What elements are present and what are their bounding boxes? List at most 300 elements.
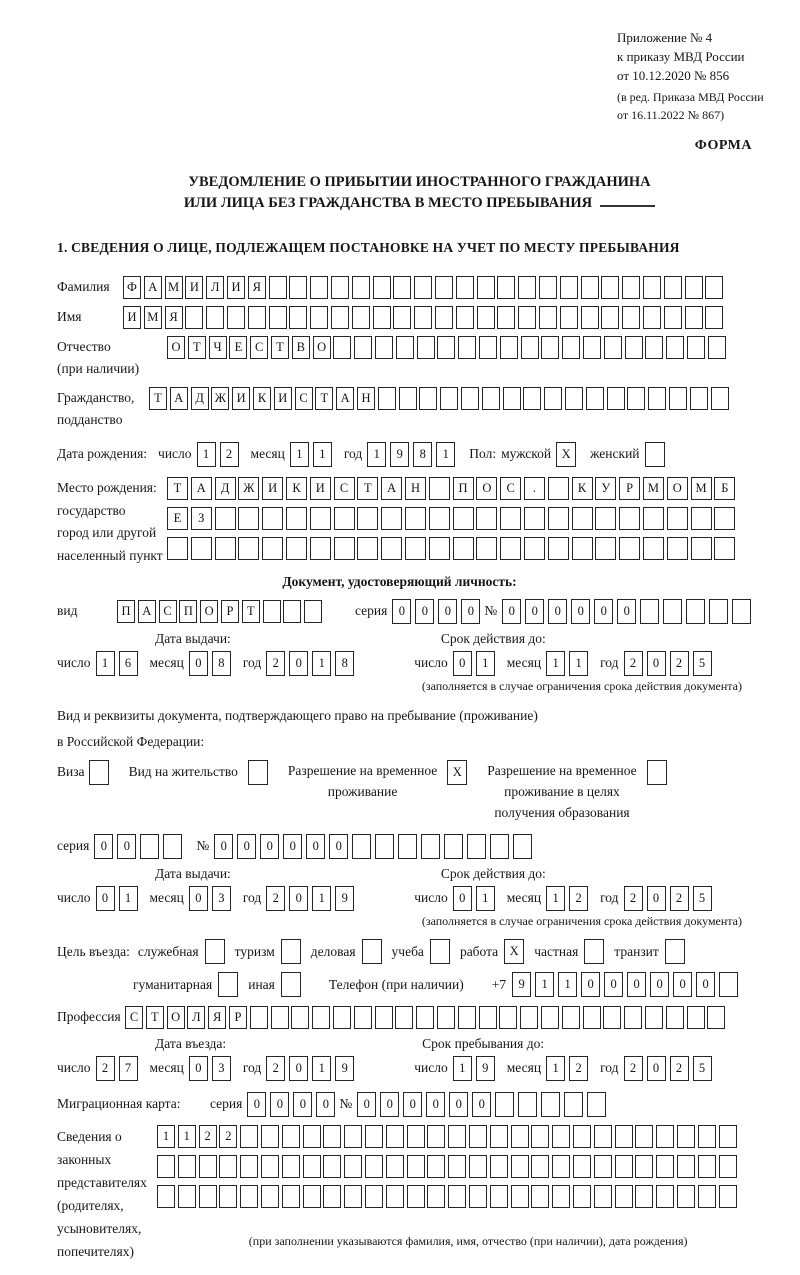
char-cell[interactable] — [499, 1006, 517, 1029]
char-cell[interactable] — [552, 1155, 570, 1178]
char-cell[interactable] — [248, 306, 266, 329]
patronymic-cells[interactable] — [167, 336, 729, 359]
char-cell[interactable] — [429, 477, 450, 500]
char-cell[interactable]: 0 — [289, 886, 308, 911]
char-cell[interactable]: 1 — [436, 442, 455, 467]
char-cell[interactable] — [283, 600, 301, 623]
char-cell[interactable] — [240, 1125, 258, 1148]
char-cell[interactable]: 0 — [472, 1092, 491, 1117]
char-cell[interactable]: 0 — [650, 972, 669, 997]
female-checkbox[interactable] — [645, 442, 665, 467]
char-cell[interactable]: 0 — [647, 1056, 666, 1081]
char-cell[interactable] — [643, 507, 664, 530]
char-cell[interactable] — [624, 1006, 642, 1029]
char-cell[interactable] — [595, 537, 616, 560]
char-cell[interactable] — [393, 306, 411, 329]
char-cell[interactable] — [331, 306, 349, 329]
char-cell[interactable] — [719, 1155, 737, 1178]
char-cell[interactable]: П — [179, 600, 197, 623]
char-cell[interactable]: И — [310, 477, 331, 500]
char-cell[interactable]: X — [504, 939, 524, 964]
char-cell[interactable]: 0 — [627, 972, 646, 997]
char-cell[interactable] — [344, 1125, 362, 1148]
char-cell[interactable] — [581, 306, 599, 329]
char-cell[interactable] — [448, 1185, 466, 1208]
char-cell[interactable] — [719, 1125, 737, 1148]
char-cell[interactable]: 3 — [212, 886, 231, 911]
male-checkbox[interactable] — [556, 442, 576, 467]
char-cell[interactable]: Я — [208, 1006, 226, 1029]
valid-day-cells[interactable] — [453, 651, 499, 676]
char-cell[interactable]: 0 — [392, 599, 411, 624]
char-cell[interactable]: А — [191, 477, 212, 500]
other-purpose-checkbox[interactable] — [281, 972, 301, 997]
char-cell[interactable]: 0 — [117, 834, 136, 859]
char-cell[interactable] — [635, 1155, 653, 1178]
residence-permit-checkbox[interactable] — [248, 760, 268, 785]
char-cell[interactable]: 2 — [96, 1056, 115, 1081]
char-cell[interactable]: 0 — [647, 651, 666, 676]
char-cell[interactable] — [310, 276, 328, 299]
char-cell[interactable] — [286, 537, 307, 560]
char-cell[interactable] — [291, 1006, 309, 1029]
char-cell[interactable]: 9 — [476, 1056, 495, 1081]
char-cell[interactable]: 0 — [306, 834, 325, 859]
char-cell[interactable]: И — [123, 306, 141, 329]
char-cell[interactable]: П — [117, 600, 135, 623]
char-cell[interactable] — [303, 1155, 321, 1178]
char-cell[interactable] — [663, 599, 682, 624]
char-cell[interactable] — [531, 1185, 549, 1208]
char-cell[interactable] — [282, 1125, 300, 1148]
char-cell[interactable] — [698, 1125, 716, 1148]
issue-month-cells[interactable] — [189, 651, 235, 676]
char-cell[interactable]: 2 — [670, 1056, 689, 1081]
char-cell[interactable] — [647, 760, 667, 785]
char-cell[interactable]: 1 — [367, 442, 386, 467]
char-cell[interactable] — [572, 537, 593, 560]
char-cell[interactable]: 9 — [390, 442, 409, 467]
char-cell[interactable] — [281, 939, 301, 964]
char-cell[interactable] — [375, 1006, 393, 1029]
char-cell[interactable] — [262, 537, 283, 560]
char-cell[interactable]: А — [138, 600, 156, 623]
char-cell[interactable] — [691, 507, 712, 530]
char-cell[interactable] — [269, 306, 287, 329]
char-cell[interactable]: Т — [315, 387, 333, 410]
char-cell[interactable] — [365, 1125, 383, 1148]
char-cell[interactable]: 0 — [247, 1092, 266, 1117]
char-cell[interactable]: 6 — [119, 651, 138, 676]
char-cell[interactable] — [289, 306, 307, 329]
char-cell[interactable] — [437, 1006, 455, 1029]
char-cell[interactable] — [333, 336, 351, 359]
char-cell[interactable]: А — [170, 387, 188, 410]
char-cell[interactable] — [238, 507, 259, 530]
char-cell[interactable] — [677, 1185, 695, 1208]
char-cell[interactable]: Е — [167, 507, 188, 530]
char-cell[interactable] — [548, 477, 569, 500]
char-cell[interactable] — [562, 1006, 580, 1029]
char-cell[interactable] — [157, 1155, 175, 1178]
char-cell[interactable] — [548, 507, 569, 530]
char-cell[interactable] — [206, 306, 224, 329]
char-cell[interactable]: 0 — [525, 599, 544, 624]
char-cell[interactable]: 0 — [237, 834, 256, 859]
char-cell[interactable] — [271, 1006, 289, 1029]
char-cell[interactable] — [541, 1092, 560, 1117]
char-cell[interactable] — [686, 599, 705, 624]
char-cell[interactable] — [357, 507, 378, 530]
char-cell[interactable]: 2 — [569, 1056, 588, 1081]
char-cell[interactable]: С — [159, 600, 177, 623]
char-cell[interactable] — [352, 306, 370, 329]
char-cell[interactable]: 0 — [189, 651, 208, 676]
char-cell[interactable]: 9 — [335, 1056, 354, 1081]
char-cell[interactable]: 0 — [189, 886, 208, 911]
char-cell[interactable] — [513, 834, 532, 859]
char-cell[interactable] — [416, 1006, 434, 1029]
char-cell[interactable]: 1 — [453, 1056, 472, 1081]
char-cell[interactable]: 1 — [312, 886, 331, 911]
valid-year-cells[interactable] — [624, 651, 716, 676]
char-cell[interactable] — [282, 1155, 300, 1178]
char-cell[interactable] — [552, 1125, 570, 1148]
char-cell[interactable] — [323, 1185, 341, 1208]
char-cell[interactable] — [685, 306, 703, 329]
representatives-cells-2[interactable] — [157, 1155, 739, 1178]
char-cell[interactable] — [643, 276, 661, 299]
char-cell[interactable]: 0 — [357, 1092, 376, 1117]
char-cell[interactable] — [520, 1006, 538, 1029]
char-cell[interactable]: И — [274, 387, 292, 410]
char-cell[interactable] — [497, 306, 515, 329]
char-cell[interactable]: А — [144, 276, 162, 299]
char-cell[interactable] — [352, 276, 370, 299]
char-cell[interactable] — [500, 336, 518, 359]
char-cell[interactable] — [312, 1006, 330, 1029]
char-cell[interactable] — [386, 1155, 404, 1178]
char-cell[interactable]: 0 — [449, 1092, 468, 1117]
char-cell[interactable] — [685, 276, 703, 299]
char-cell[interactable] — [500, 507, 521, 530]
char-cell[interactable] — [407, 1155, 425, 1178]
char-cell[interactable] — [456, 306, 474, 329]
char-cell[interactable] — [479, 336, 497, 359]
char-cell[interactable]: 1 — [546, 886, 565, 911]
char-cell[interactable] — [414, 306, 432, 329]
char-cell[interactable]: Л — [187, 1006, 205, 1029]
char-cell[interactable] — [560, 276, 578, 299]
char-cell[interactable] — [461, 387, 479, 410]
char-cell[interactable] — [375, 834, 394, 859]
char-cell[interactable]: 1 — [476, 651, 495, 676]
char-cell[interactable] — [691, 537, 712, 560]
char-cell[interactable]: 0 — [673, 972, 692, 997]
char-cell[interactable] — [354, 1006, 372, 1029]
residence-number-cells[interactable] — [214, 834, 536, 859]
char-cell[interactable] — [396, 336, 414, 359]
char-cell[interactable] — [381, 537, 402, 560]
char-cell[interactable] — [500, 537, 521, 560]
char-cell[interactable]: 0 — [696, 972, 715, 997]
char-cell[interactable] — [167, 537, 188, 560]
char-cell[interactable]: Ф — [123, 276, 141, 299]
char-cell[interactable] — [560, 306, 578, 329]
char-cell[interactable]: 2 — [670, 886, 689, 911]
char-cell[interactable] — [622, 276, 640, 299]
char-cell[interactable]: А — [336, 387, 354, 410]
char-cell[interactable]: М — [643, 477, 664, 500]
char-cell[interactable] — [365, 1185, 383, 1208]
residence-issue-day-cells[interactable] — [96, 886, 142, 911]
char-cell[interactable] — [595, 507, 616, 530]
char-cell[interactable] — [398, 834, 417, 859]
issue-year-cells[interactable] — [266, 651, 358, 676]
char-cell[interactable] — [714, 507, 735, 530]
char-cell[interactable] — [458, 336, 476, 359]
char-cell[interactable]: 2 — [219, 1125, 237, 1148]
char-cell[interactable]: И — [232, 387, 250, 410]
char-cell[interactable] — [640, 599, 659, 624]
char-cell[interactable] — [687, 1006, 705, 1029]
char-cell[interactable]: С — [125, 1006, 143, 1029]
char-cell[interactable] — [615, 1125, 633, 1148]
char-cell[interactable]: 0 — [316, 1092, 335, 1117]
char-cell[interactable]: У — [595, 477, 616, 500]
char-cell[interactable] — [218, 972, 238, 997]
char-cell[interactable] — [362, 939, 382, 964]
char-cell[interactable]: О — [667, 477, 688, 500]
char-cell[interactable] — [289, 276, 307, 299]
char-cell[interactable] — [594, 1125, 612, 1148]
char-cell[interactable]: 2 — [266, 651, 285, 676]
char-cell[interactable] — [539, 276, 557, 299]
char-cell[interactable]: Я — [248, 276, 266, 299]
char-cell[interactable] — [497, 276, 515, 299]
char-cell[interactable] — [191, 537, 212, 560]
char-cell[interactable] — [157, 1185, 175, 1208]
birth-month-cells[interactable] — [290, 442, 336, 467]
char-cell[interactable]: 0 — [289, 651, 308, 676]
char-cell[interactable] — [405, 537, 426, 560]
temp-residence-checkbox[interactable] — [447, 760, 467, 785]
char-cell[interactable] — [656, 1185, 674, 1208]
char-cell[interactable]: 0 — [604, 972, 623, 997]
char-cell[interactable] — [521, 336, 539, 359]
phone-cells[interactable] — [512, 972, 742, 997]
char-cell[interactable] — [518, 276, 536, 299]
char-cell[interactable]: Т — [357, 477, 378, 500]
char-cell[interactable]: 0 — [403, 1092, 422, 1117]
char-cell[interactable]: С — [295, 387, 313, 410]
char-cell[interactable]: 3 — [212, 1056, 231, 1081]
stay-month-cells[interactable] — [546, 1056, 592, 1081]
char-cell[interactable] — [248, 760, 268, 785]
firstname-cells[interactable] — [123, 306, 726, 329]
char-cell[interactable]: X — [556, 442, 576, 467]
char-cell[interactable] — [664, 306, 682, 329]
char-cell[interactable] — [333, 1006, 351, 1029]
char-cell[interactable] — [511, 1125, 529, 1148]
char-cell[interactable] — [719, 1185, 737, 1208]
char-cell[interactable] — [698, 1185, 716, 1208]
char-cell[interactable] — [594, 1185, 612, 1208]
char-cell[interactable] — [448, 1155, 466, 1178]
char-cell[interactable] — [583, 1006, 601, 1029]
char-cell[interactable] — [565, 387, 583, 410]
char-cell[interactable] — [467, 834, 486, 859]
business-checkbox[interactable] — [362, 939, 382, 964]
char-cell[interactable] — [523, 387, 541, 410]
char-cell[interactable] — [331, 276, 349, 299]
char-cell[interactable] — [261, 1185, 279, 1208]
char-cell[interactable]: О — [313, 336, 331, 359]
char-cell[interactable] — [518, 306, 536, 329]
char-cell[interactable]: С — [334, 477, 355, 500]
char-cell[interactable]: 0 — [647, 886, 666, 911]
char-cell[interactable] — [625, 336, 643, 359]
char-cell[interactable] — [199, 1155, 217, 1178]
residence-issue-year-cells[interactable] — [266, 886, 358, 911]
char-cell[interactable]: Я — [165, 306, 183, 329]
study-checkbox[interactable] — [430, 939, 450, 964]
char-cell[interactable] — [386, 1185, 404, 1208]
char-cell[interactable]: О — [167, 1006, 185, 1029]
char-cell[interactable]: 1 — [569, 651, 588, 676]
char-cell[interactable] — [427, 1155, 445, 1178]
char-cell[interactable] — [698, 1155, 716, 1178]
char-cell[interactable] — [178, 1185, 196, 1208]
char-cell[interactable] — [586, 387, 604, 410]
char-cell[interactable] — [323, 1125, 341, 1148]
char-cell[interactable] — [407, 1125, 425, 1148]
char-cell[interactable] — [199, 1185, 217, 1208]
char-cell[interactable] — [334, 507, 355, 530]
stay-year-cells[interactable] — [624, 1056, 716, 1081]
char-cell[interactable] — [645, 1006, 663, 1029]
char-cell[interactable]: Л — [206, 276, 224, 299]
birth-year-cells[interactable] — [367, 442, 459, 467]
char-cell[interactable] — [323, 1155, 341, 1178]
char-cell[interactable] — [604, 336, 622, 359]
char-cell[interactable] — [310, 537, 331, 560]
char-cell[interactable]: 2 — [266, 886, 285, 911]
char-cell[interactable]: 1 — [476, 886, 495, 911]
char-cell[interactable] — [373, 306, 391, 329]
char-cell[interactable] — [511, 1155, 529, 1178]
char-cell[interactable] — [261, 1155, 279, 1178]
char-cell[interactable]: С — [250, 336, 268, 359]
char-cell[interactable]: К — [253, 387, 271, 410]
char-cell[interactable] — [541, 1006, 559, 1029]
char-cell[interactable] — [664, 276, 682, 299]
char-cell[interactable]: 0 — [502, 599, 521, 624]
char-cell[interactable] — [456, 276, 474, 299]
char-cell[interactable] — [381, 507, 402, 530]
char-cell[interactable] — [503, 387, 521, 410]
char-cell[interactable]: 0 — [380, 1092, 399, 1117]
char-cell[interactable] — [495, 1092, 514, 1117]
char-cell[interactable] — [429, 537, 450, 560]
representatives-cells-1[interactable] — [157, 1125, 739, 1148]
char-cell[interactable] — [163, 834, 182, 859]
char-cell[interactable] — [303, 1125, 321, 1148]
char-cell[interactable] — [677, 1155, 695, 1178]
char-cell[interactable] — [430, 939, 450, 964]
char-cell[interactable] — [539, 306, 557, 329]
char-cell[interactable] — [619, 537, 640, 560]
char-cell[interactable]: 0 — [461, 599, 480, 624]
char-cell[interactable]: 2 — [670, 651, 689, 676]
char-cell[interactable] — [250, 1006, 268, 1029]
issue-day-cells[interactable] — [96, 651, 142, 676]
char-cell[interactable] — [635, 1185, 653, 1208]
tourism-checkbox[interactable] — [281, 939, 301, 964]
char-cell[interactable]: О — [200, 600, 218, 623]
char-cell[interactable] — [440, 387, 458, 410]
char-cell[interactable]: Ж — [238, 477, 259, 500]
char-cell[interactable]: 8 — [335, 651, 354, 676]
char-cell[interactable] — [352, 834, 371, 859]
char-cell[interactable] — [707, 1006, 725, 1029]
char-cell[interactable] — [303, 1185, 321, 1208]
char-cell[interactable] — [705, 306, 723, 329]
char-cell[interactable] — [607, 387, 625, 410]
char-cell[interactable] — [643, 537, 664, 560]
char-cell[interactable] — [573, 1125, 591, 1148]
char-cell[interactable] — [711, 387, 729, 410]
char-cell[interactable]: 5 — [693, 1056, 712, 1081]
char-cell[interactable] — [453, 507, 474, 530]
char-cell[interactable] — [615, 1185, 633, 1208]
char-cell[interactable]: 5 — [693, 886, 712, 911]
char-cell[interactable] — [552, 1185, 570, 1208]
char-cell[interactable] — [687, 336, 705, 359]
residence-issue-month-cells[interactable] — [189, 886, 235, 911]
char-cell[interactable] — [386, 1125, 404, 1148]
char-cell[interactable]: 1 — [312, 1056, 331, 1081]
birthplace-cells-1[interactable] — [167, 477, 738, 500]
char-cell[interactable] — [479, 1006, 497, 1029]
char-cell[interactable] — [669, 387, 687, 410]
char-cell[interactable] — [282, 1185, 300, 1208]
char-cell[interactable]: 0 — [260, 834, 279, 859]
char-cell[interactable]: 0 — [289, 1056, 308, 1081]
char-cell[interactable]: 2 — [569, 886, 588, 911]
char-cell[interactable] — [89, 760, 109, 785]
char-cell[interactable] — [269, 276, 287, 299]
birth-day-cells[interactable] — [197, 442, 243, 467]
char-cell[interactable] — [421, 834, 440, 859]
char-cell[interactable]: 1 — [119, 886, 138, 911]
doc-kind-cells[interactable] — [117, 600, 325, 623]
char-cell[interactable]: Д — [191, 387, 209, 410]
char-cell[interactable] — [417, 336, 435, 359]
char-cell[interactable]: 1 — [313, 442, 332, 467]
char-cell[interactable] — [667, 507, 688, 530]
visa-checkbox[interactable] — [89, 760, 109, 785]
char-cell[interactable] — [490, 1125, 508, 1148]
char-cell[interactable]: Ж — [211, 387, 229, 410]
char-cell[interactable] — [263, 600, 281, 623]
entry-month-cells[interactable] — [189, 1056, 235, 1081]
char-cell[interactable]: В — [292, 336, 310, 359]
char-cell[interactable] — [476, 537, 497, 560]
char-cell[interactable]: 9 — [512, 972, 531, 997]
char-cell[interactable] — [648, 387, 666, 410]
char-cell[interactable]: 5 — [693, 651, 712, 676]
